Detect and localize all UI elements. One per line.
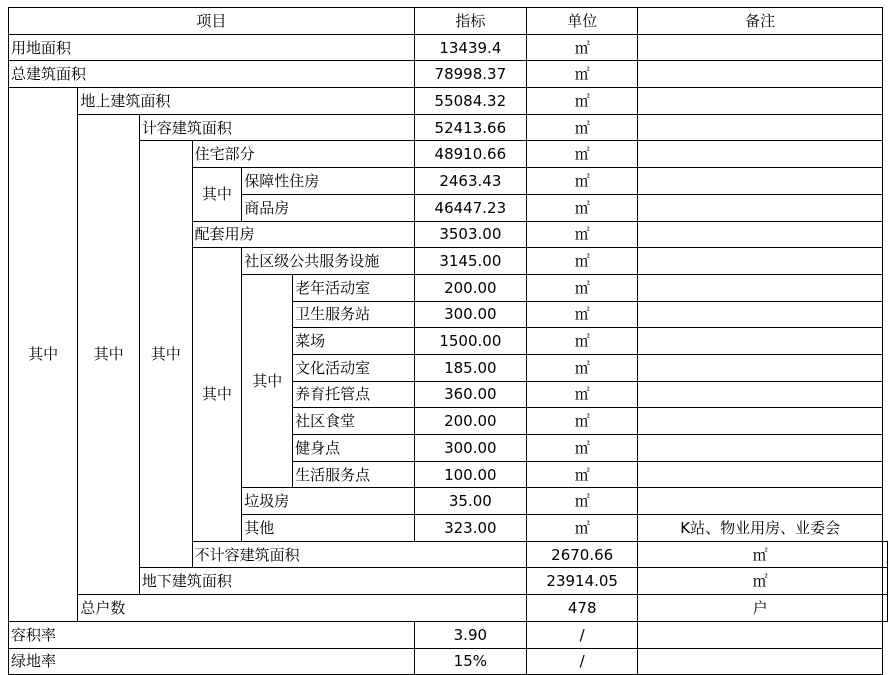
row-label: 不计容建筑面积 xyxy=(192,541,526,568)
row-value: 300.00 xyxy=(414,301,526,328)
row-value: 200.00 xyxy=(414,274,526,301)
row-unit: ㎡ xyxy=(638,541,883,568)
row-label: 总户数 xyxy=(78,595,527,622)
row-value: 2670.66 xyxy=(527,541,638,568)
row-unit: ㎡ xyxy=(527,354,638,381)
row-unit: ㎡ xyxy=(527,88,638,115)
row-value: 300.00 xyxy=(414,435,526,462)
row-unit: / xyxy=(527,648,638,675)
row-value: 48910.66 xyxy=(414,141,526,168)
table-row xyxy=(9,88,888,115)
group-label-level5: 其中 xyxy=(242,274,293,488)
group-label-level3: 其中 xyxy=(139,141,192,568)
table-row xyxy=(9,568,888,595)
row-remark xyxy=(638,88,883,115)
row-value: 52413.66 xyxy=(414,114,526,141)
row-label: 总建筑面积 xyxy=(9,61,415,88)
row-value: 13439.4 xyxy=(414,34,526,61)
row-label: 社区级公共服务设施 xyxy=(242,248,414,275)
group-label-level4a: 其中 xyxy=(192,168,242,221)
table-row xyxy=(9,34,888,61)
row-unit: ㎡ xyxy=(527,274,638,301)
row-label: 保障性住房 xyxy=(242,168,414,195)
row-value: 23914.05 xyxy=(527,568,638,595)
row-remark xyxy=(638,34,883,61)
row-label: 计容建筑面积 xyxy=(139,114,414,141)
row-value: 3145.00 xyxy=(414,248,526,275)
row-label: 配套用房 xyxy=(192,221,414,248)
row-unit: ㎡ xyxy=(527,328,638,355)
table-row xyxy=(9,621,888,648)
row-remark xyxy=(883,541,888,568)
row-unit: ㎡ xyxy=(527,168,638,195)
table-row xyxy=(9,141,888,168)
row-value: 2463.43 xyxy=(414,168,526,195)
row-unit: ㎡ xyxy=(527,408,638,435)
header-value: 指标 xyxy=(414,8,526,35)
row-remark xyxy=(638,194,883,221)
row-unit: ㎡ xyxy=(527,141,638,168)
row-value: 15% xyxy=(414,648,526,675)
row-unit: / xyxy=(527,621,638,648)
row-remark xyxy=(638,354,883,381)
table-row xyxy=(9,61,888,88)
row-label: 养育托管点 xyxy=(293,381,415,408)
row-value: 55084.32 xyxy=(414,88,526,115)
row-remark xyxy=(883,568,888,595)
row-unit: ㎡ xyxy=(527,488,638,515)
row-value: 323.00 xyxy=(414,515,526,542)
row-remark xyxy=(638,408,883,435)
row-remark xyxy=(638,248,883,275)
row-label: 文化活动室 xyxy=(293,354,415,381)
row-label: 地上建筑面积 xyxy=(78,88,414,115)
row-label: 绿地率 xyxy=(9,648,415,675)
row-label: 社区食堂 xyxy=(293,408,415,435)
indicator-table xyxy=(8,7,888,675)
row-label: 住宅部分 xyxy=(192,141,414,168)
row-value: 478 xyxy=(527,595,638,622)
row-remark xyxy=(638,61,883,88)
row-remark xyxy=(638,435,883,462)
row-unit: ㎡ xyxy=(527,61,638,88)
row-label: 菜场 xyxy=(293,328,415,355)
row-label: 老年活动室 xyxy=(293,274,415,301)
row-unit: ㎡ xyxy=(527,194,638,221)
row-remark: K站、物业用房、业委会 xyxy=(638,515,883,542)
row-label: 生活服务点 xyxy=(293,461,415,488)
row-remark xyxy=(638,381,883,408)
row-unit: ㎡ xyxy=(527,515,638,542)
row-unit: ㎡ xyxy=(527,435,638,462)
row-remark xyxy=(638,114,883,141)
row-label: 健身点 xyxy=(293,435,415,462)
row-unit: ㎡ xyxy=(527,34,638,61)
row-label: 其他 xyxy=(242,515,414,542)
header-remark: 备注 xyxy=(638,8,883,35)
row-label: 商品房 xyxy=(242,194,414,221)
group-label-level4b: 其中 xyxy=(192,248,242,542)
header-row xyxy=(9,8,888,35)
group-label-level1: 其中 xyxy=(9,88,78,622)
row-unit: ㎡ xyxy=(527,221,638,248)
row-value: 46447.23 xyxy=(414,194,526,221)
row-unit: ㎡ xyxy=(527,114,638,141)
row-remark xyxy=(638,274,883,301)
row-value: 3.90 xyxy=(414,621,526,648)
row-value: 1500.00 xyxy=(414,328,526,355)
row-unit: ㎡ xyxy=(527,248,638,275)
row-remark xyxy=(883,595,888,622)
header-item: 项目 xyxy=(9,8,415,35)
row-value: 200.00 xyxy=(414,408,526,435)
row-remark xyxy=(638,648,883,675)
group-label-level2: 其中 xyxy=(78,114,140,594)
row-unit: ㎡ xyxy=(527,301,638,328)
row-remark xyxy=(638,168,883,195)
row-unit: ㎡ xyxy=(527,381,638,408)
row-unit: ㎡ xyxy=(638,568,883,595)
row-remark xyxy=(638,621,883,648)
row-value: 3503.00 xyxy=(414,221,526,248)
row-remark xyxy=(638,141,883,168)
row-label: 用地面积 xyxy=(9,34,415,61)
table-row xyxy=(9,114,888,141)
row-unit: 户 xyxy=(638,595,883,622)
row-remark xyxy=(638,221,883,248)
row-remark xyxy=(638,488,883,515)
row-value: 360.00 xyxy=(414,381,526,408)
header-unit: 单位 xyxy=(527,8,638,35)
row-remark xyxy=(638,301,883,328)
row-unit: ㎡ xyxy=(527,461,638,488)
row-value: 185.00 xyxy=(414,354,526,381)
row-value: 78998.37 xyxy=(414,61,526,88)
row-label: 地下建筑面积 xyxy=(139,568,526,595)
row-label: 容积率 xyxy=(9,621,415,648)
table-row xyxy=(9,648,888,675)
row-value: 100.00 xyxy=(414,461,526,488)
row-label: 卫生服务站 xyxy=(293,301,415,328)
row-value: 35.00 xyxy=(414,488,526,515)
row-label: 垃圾房 xyxy=(242,488,414,515)
row-remark xyxy=(638,461,883,488)
table-row xyxy=(9,595,888,622)
row-remark xyxy=(638,328,883,355)
